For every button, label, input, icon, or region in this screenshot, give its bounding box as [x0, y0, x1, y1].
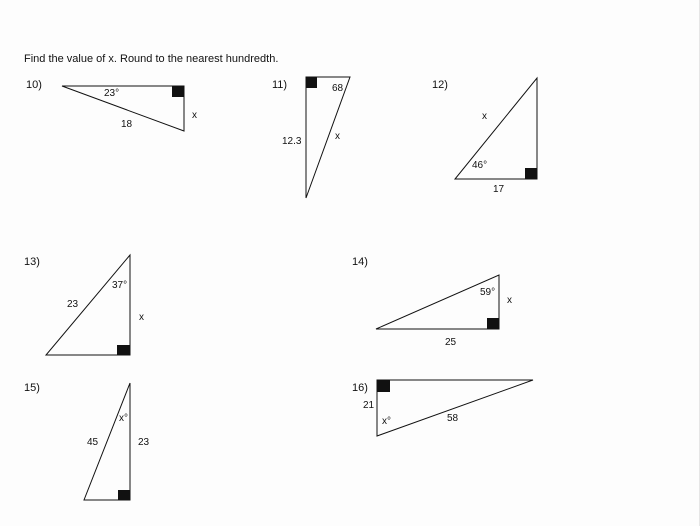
label-angle: 68 [332, 83, 344, 94]
problem-number-11: 11) [272, 79, 288, 91]
label-side: 25 [445, 337, 457, 348]
label-angle: 37° [112, 280, 128, 291]
triangle-14 [376, 275, 499, 329]
instructions: Find the value of x. Round to the nearest hundredth. [24, 53, 279, 65]
label-side: 18 [121, 119, 133, 130]
label-side-2: 23 [138, 437, 150, 448]
label-angle: x° [119, 413, 128, 424]
label-side: 45 [87, 437, 99, 448]
label-angle: x° [382, 416, 391, 427]
triangle-13 [46, 255, 130, 355]
label-side: 17 [493, 184, 505, 195]
label-angle: 46° [472, 160, 488, 171]
problem-number-16: 16) [352, 382, 368, 394]
problem-number-13: 13) [24, 256, 40, 268]
label-angle: 59° [480, 287, 496, 298]
problem-number-12: 12) [432, 79, 448, 91]
label-unknown: x [335, 131, 340, 142]
label-angle: 23° [104, 88, 120, 99]
label-side-2: 58 [447, 413, 459, 424]
problem-number-15: 15) [24, 382, 40, 394]
problem-number-14: 14) [352, 256, 368, 268]
label-unknown: x [192, 110, 197, 121]
triangle-11 [306, 77, 350, 198]
label-side: 21 [363, 400, 375, 411]
triangle-16 [377, 380, 533, 436]
label-side: 12.3 [282, 136, 302, 147]
label-unknown: x [507, 295, 512, 306]
problem-number-10: 10) [26, 79, 42, 91]
label-unknown: x [139, 312, 144, 323]
triangle-12 [455, 78, 537, 179]
label-side: 23 [67, 299, 79, 310]
label-unknown: x [482, 111, 487, 122]
